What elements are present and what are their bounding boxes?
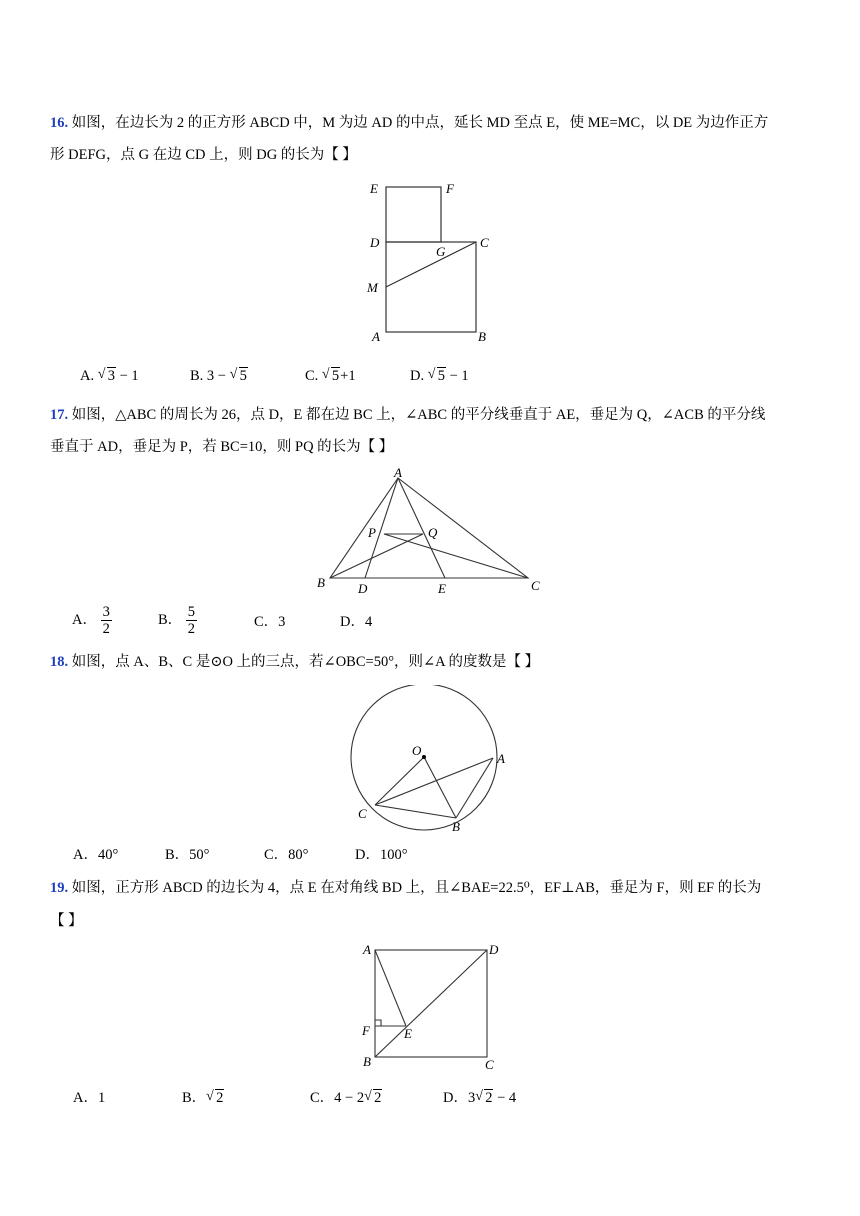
right-angle-mark [375, 1020, 381, 1026]
q19-label-b: B [363, 1054, 371, 1069]
fraction: $\frac{5}{2}$ [187, 604, 196, 637]
q17-number: 17. [50, 407, 69, 423]
q19-label-f: F [362, 1023, 370, 1038]
q17-stem-2: 垂直于 AD，垂足为 P，若 BC=10，则 PQ 的长为【 】 [50, 439, 394, 455]
fraction: $\frac{3}{2}$ [102, 604, 110, 637]
q16-options [0, 366, 860, 388]
q17-label-b: B [317, 575, 325, 590]
q19-options [0, 1088, 860, 1110]
q16-label-m: M [367, 280, 378, 295]
segment-ae [398, 478, 445, 578]
segment-oc [375, 757, 424, 805]
q19-stem-2: 【 】 [50, 913, 83, 929]
q18-stem-1: 如图，点 A、B、C 是⊙O 上的三点，若∠OBC=50°，则∠A 的度数是【 】 [71, 654, 540, 670]
q16-label-a: A [372, 329, 380, 344]
q19-label-c: C [485, 1057, 494, 1072]
q19-text-line2 [50, 911, 820, 931]
q19-text-line1 [50, 878, 820, 898]
square-defg [386, 187, 441, 242]
q16-text-line1 [50, 113, 820, 133]
q18-label-b: B [452, 819, 460, 834]
q17-text-line1 [50, 405, 820, 425]
q18-option-c[interactable]: C．80° [264, 847, 309, 863]
q17-option-b[interactable]: B． $\frac{5}{2}$ [158, 604, 196, 637]
q16-number: 16. [50, 115, 69, 131]
q18-figure [340, 685, 520, 835]
sqrt-symbol: √ 5 [230, 366, 248, 386]
segment-ae [375, 950, 406, 1026]
q18-label-c: C [358, 806, 367, 821]
sqrt-symbol: √ 3 [98, 366, 116, 386]
q19-label-e: E [404, 1026, 412, 1041]
q16-option-a[interactable]: A. √ 3 − 1 [80, 366, 139, 386]
q19-label-a: A [363, 942, 371, 957]
segment-bq [330, 534, 423, 578]
diagonal-bd [375, 950, 487, 1057]
sqrt-symbol: √ 2 [206, 1088, 224, 1108]
q17-label-p: P [368, 525, 376, 540]
q18-label-a: A [497, 751, 505, 766]
q16-option-b[interactable]: B. 3 − √ 5 [190, 366, 248, 386]
q19-figure [355, 938, 515, 1073]
sqrt-symbol: √ 2 [475, 1088, 493, 1108]
q19-stem-1: 如图，正方形 ABCD 的边长为 4，点 E 在对角线 BD 上，且∠BAE=22.5⁰，EF⊥AB，垂足为 F，则 EF 的长为 [71, 880, 762, 896]
q16-label-d: D [370, 235, 380, 250]
q19-number: 19. [50, 880, 69, 896]
q16-stem-1: 如图，在边长为 2 的正方形 ABCD 中，M 为边 AD 的中点，延长 MD 至点 E，使 ME=MC，以 DE 为边作正方 [71, 115, 769, 131]
q18-text-line1 [50, 652, 820, 672]
q18-option-b[interactable]: B．50° [165, 847, 210, 863]
q17-option-c[interactable]: C．3 [254, 614, 286, 630]
q19-option-d[interactable]: D．3√ 2 − 4 [443, 1088, 516, 1108]
q18-number: 18. [50, 654, 69, 670]
q17-label-q: Q [428, 525, 438, 540]
q17-label-e: E [438, 581, 446, 596]
q19-option-b[interactable]: B．√ 2 [182, 1088, 224, 1108]
segment-cb [375, 805, 456, 818]
sqrt-symbol: √ 2 [364, 1088, 382, 1108]
q16-label-f: F [446, 181, 454, 196]
q17-text-line2 [50, 437, 820, 457]
q19-option-a[interactable]: A．1 [73, 1090, 106, 1106]
q16-stem-2: 形 DEFG，点 G 在边 CD 上，则 DG 的长为【 】 [50, 147, 357, 163]
segment-ob [424, 757, 456, 818]
sqrt-symbol: √ 5 [322, 366, 340, 386]
q18-label-o: O [412, 743, 422, 758]
q17-label-a: A [394, 465, 402, 480]
q17-option-a[interactable]: A． $\frac{3}{2}$ [72, 604, 110, 637]
q16-option-c[interactable]: C. √ 5+1 [305, 366, 356, 386]
q18-options [0, 845, 860, 867]
segment-cp [384, 534, 528, 578]
q18-option-a[interactable]: A．40° [73, 847, 119, 863]
segment-ca [375, 758, 493, 805]
q17-stem-1: 如图，△ABC 的周长为 26，点 D，E 都在边 BC 上，∠ABC 的平分线垂直于 AE，垂足为 Q，∠ACB 的平分线 [71, 407, 766, 423]
q17-options [0, 604, 860, 644]
q19-label-d: D [489, 942, 499, 957]
q16-text-line2 [50, 145, 820, 165]
q18-option-d[interactable]: D．100° [355, 847, 408, 863]
q17-label-c: C [531, 578, 540, 593]
q16-label-g: G [436, 244, 446, 259]
q17-option-d[interactable]: D．4 [340, 614, 373, 630]
q17-figure [310, 465, 550, 600]
q16-option-d[interactable]: D. √ 5 − 1 [410, 366, 469, 386]
q16-label-e: E [370, 181, 378, 196]
q16-label-b: B [478, 329, 486, 344]
sqrt-symbol: √ 5 [428, 366, 446, 386]
q17-label-d: D [358, 581, 368, 596]
square-abcd [386, 242, 476, 332]
q16-label-c: C [480, 235, 489, 250]
q16-figure [360, 175, 500, 350]
q19-option-c[interactable]: C．4 − 2√ 2 [310, 1088, 382, 1108]
center-point [422, 755, 426, 759]
segment-mc [386, 242, 476, 287]
